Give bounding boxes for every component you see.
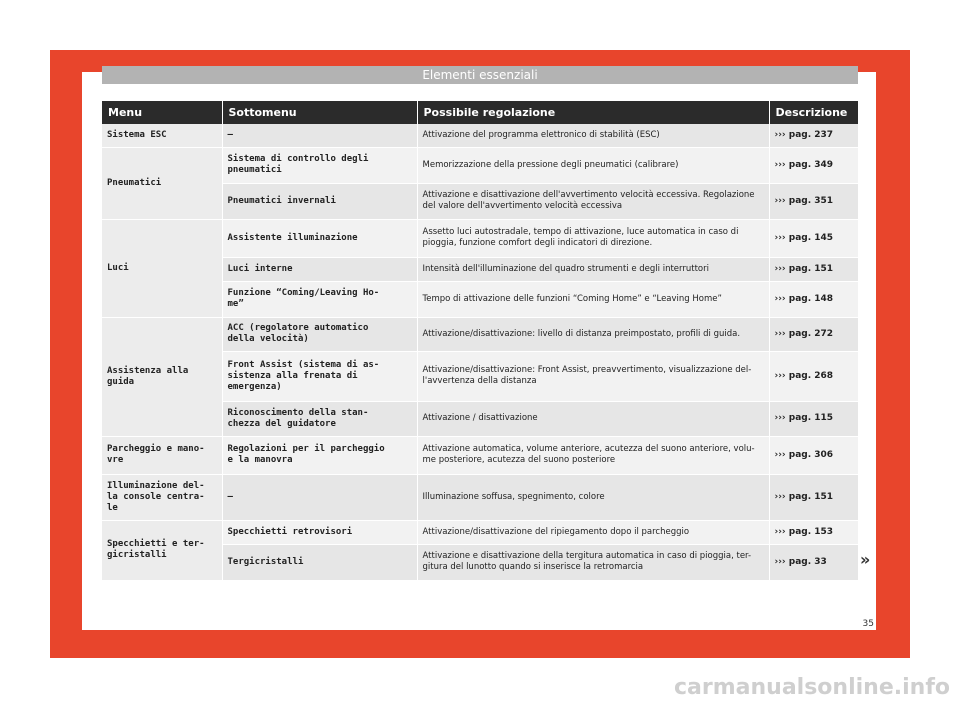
page-reference-link[interactable]: ››› pag. 306 (769, 436, 858, 474)
submenu-cell: – (222, 124, 417, 147)
setting-cell: Attivazione/disattivazione: livello di distanza preimpostato, profili di guida. (417, 317, 769, 351)
page-reference-link[interactable]: ››› pag. 349 (769, 147, 858, 183)
page-reference-link[interactable]: ››› pag. 151 (769, 257, 858, 281)
menu-cell: Illuminazione del- la console centra- le (102, 474, 222, 520)
menu-cell: Parcheggio e mano- vre (102, 436, 222, 474)
submenu-cell: Assistente illuminazione (222, 219, 417, 257)
setting-cell: Attivazione e disattivazione dell'avvertimento velocità eccessiva. Regolazione del valore dell'avvertimento velocità eccessiva (417, 183, 769, 219)
submenu-cell: Specchietti retrovisori (222, 520, 417, 544)
menu-cell: Specchietti e ter- gicristalli (102, 520, 222, 580)
menu-cell: Pneumatici (102, 147, 222, 219)
page-reference-link[interactable]: ››› pag. 33 (769, 544, 858, 580)
setting-cell: Intensità dell'illuminazione del quadro strumenti e degli interruttori (417, 257, 769, 281)
table-header-row (102, 101, 858, 124)
setting-cell: Attivazione automatica, volume anteriore, acutezza del suono anteriore, volu-me posteriore, acutezza del suono posteriore (417, 436, 769, 474)
setting-cell: Attivazione del programma elettronico di stabilità (ESC) (417, 124, 769, 147)
column-header-menu: Menu (102, 101, 222, 124)
submenu-cell: Sistema di controllo degli pneumatici (222, 147, 417, 183)
page-number: 35 (862, 619, 874, 629)
settings-table (102, 101, 858, 581)
watermark: carmanualsonline.info (674, 675, 950, 700)
menu-cell: Assistenza alla guida (102, 317, 222, 436)
table-row (102, 219, 858, 257)
column-header-description: Descrizione (769, 101, 858, 124)
submenu-cell: – (222, 474, 417, 520)
page-reference-link[interactable]: ››› pag. 148 (769, 281, 858, 317)
table-row (102, 436, 858, 474)
page-reference-link[interactable]: ››› pag. 351 (769, 183, 858, 219)
section-title: Elementi essenziali (102, 66, 858, 84)
column-header-submenu: Sottomenu (222, 101, 417, 124)
submenu-cell: Front Assist (sistema di as- sistenza alla frenata di emergenza) (222, 351, 417, 401)
page-reference-link[interactable]: ››› pag. 145 (769, 219, 858, 257)
setting-cell: Illuminazione soffusa, spegnimento, colore (417, 474, 769, 520)
page-reference-link[interactable]: ››› pag. 151 (769, 474, 858, 520)
setting-cell: Assetto luci autostradale, tempo di attivazione, luce automatica in caso di pioggia, funzione comfort degli indicatori di direzione. (417, 219, 769, 257)
menu-cell: Sistema ESC (102, 124, 222, 147)
table-row (102, 124, 858, 147)
submenu-cell: Tergicristalli (222, 544, 417, 580)
menu-cell: Luci (102, 219, 222, 317)
table-row (102, 317, 858, 351)
setting-cell: Attivazione / disattivazione (417, 401, 769, 436)
submenu-cell: Pneumatici invernali (222, 183, 417, 219)
submenu-cell: ACC (regolatore automatico della velocità) (222, 317, 417, 351)
page-reference-link[interactable]: ››› pag. 115 (769, 401, 858, 436)
page-reference-link[interactable]: ››› pag. 153 (769, 520, 858, 544)
submenu-cell: Funzione “Coming/Leaving Ho- me” (222, 281, 417, 317)
column-header-setting: Possibile regolazione (417, 101, 769, 124)
setting-cell: Memorizzazione della pressione degli pneumatici (calibrare) (417, 147, 769, 183)
continue-arrow-icon: » (860, 550, 871, 569)
page-reference-link[interactable]: ››› pag. 272 (769, 317, 858, 351)
page-reference-link[interactable]: ››› pag. 237 (769, 124, 858, 147)
submenu-cell: Riconoscimento della stan- chezza del guidatore (222, 401, 417, 436)
setting-cell: Attivazione/disattivazione del ripiegamento dopo il parcheggio (417, 520, 769, 544)
setting-cell: Tempo di attivazione delle funzioni “Coming Home” e “Leaving Home” (417, 281, 769, 317)
setting-cell: Attivazione e disattivazione della tergitura automatica in caso di pioggia, ter-gitura del lunotto quando si inserisce la retromarcia (417, 544, 769, 580)
table-row (102, 147, 858, 183)
page-reference-link[interactable]: ››› pag. 268 (769, 351, 858, 401)
submenu-cell: Regolazioni per il parcheggio e la manovra (222, 436, 417, 474)
table-row (102, 520, 858, 544)
setting-cell: Attivazione/disattivazione: Front Assist, preavvertimento, visualizzazione del-l'avvertenza della distanza (417, 351, 769, 401)
submenu-cell: Luci interne (222, 257, 417, 281)
table-row (102, 474, 858, 520)
